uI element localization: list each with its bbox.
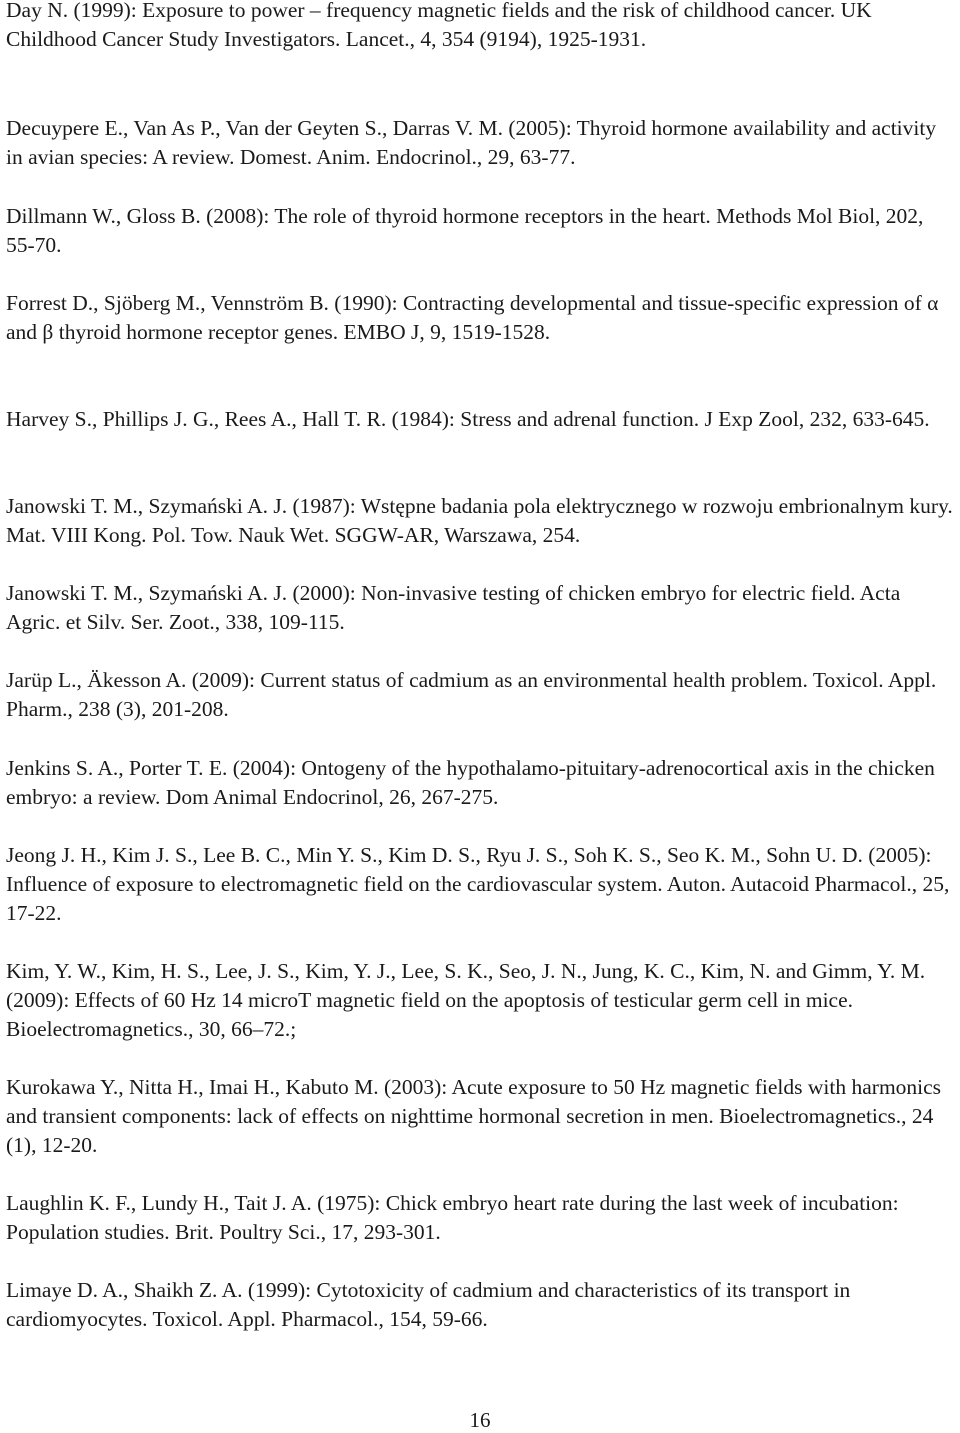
- reference-entry: Kurokawa Y., Nitta H., Imai H., Kabuto M. (2003): Acute exposure to 50 Hz magnetic fields with harmonics and transient components: lack of effects on nighttime hormonal secretion in men. Bioelectromagnetics., 24 (1), 12-20.: [6, 1075, 942, 1157]
- page-number: 16: [469, 1408, 491, 1432]
- reference-entry: Jeong J. H., Kim J. S., Lee B. C., Min Y. S., Kim D. S., Ryu J. S., Soh K. S., Seo K. M., Sohn U. D. (2005): Influence of exposure to electromagnetic field on the cardiovascular system. Auton. Autacoid Pharmacol., 25, 17-22.: [6, 843, 950, 925]
- reference-entry: Day N. (1999): Exposure to power – frequency magnetic fields and the risk of childhood cancer. UK Childhood Cancer Study Investigators. Lancet., 4, 354 (9194), 1925-1931.: [6, 0, 872, 51]
- reference-entry: Janowski T. M., Szymański A. J. (2000): Non-invasive testing of chicken embryo for electric field. Acta Agric. et Silv. Ser. Zoot., 338, 109-115.: [6, 581, 901, 634]
- reference-entry: Limaye D. A., Shaikh Z. A. (1999): Cytotoxicity of cadmium and characteristics of its transport in cardiomyocytes. Toxicol. Appl. Pharmacol., 154, 59-66.: [6, 1278, 851, 1331]
- reference-entry: Kim, Y. W., Kim, H. S., Lee, J. S., Kim, Y. J., Lee, S. K., Seo, J. N., Jung, K. C., Kim, N. and Gimm, Y. M. (2009): Effects of 60 Hz 14 microT magnetic field on the apoptosis of testicular germ cell in mice. Bioelectromagnetics., 30, 66–72.;: [6, 959, 926, 1041]
- reference-entry: Janowski T. M., Szymański A. J. (1987): Wstępne badania pola elektrycznego w rozwoju embrionalnym kury. Mat. VIII Kong. Pol. Tow. Nauk Wet. SGGW-AR, Warszawa, 254.: [6, 494, 953, 547]
- reference-entry: Dillmann W., Gloss B. (2008): The role of thyroid hormone receptors in the heart. Methods Mol Biol, 202, 55-70.: [6, 204, 924, 257]
- reference-entry: Harvey S., Phillips J. G., Rees A., Hall T. R. (1984): Stress and adrenal function. J Exp Zool, 232, 633-645.: [6, 407, 930, 431]
- reference-entry: Jenkins S. A., Porter T. E. (2004): Ontogeny of the hypothalamo-pituitary-adrenocortical axis in the chicken embryo: a review. Dom Animal Endocrinol, 26, 267-275.: [6, 756, 935, 809]
- reference-entry: Decuypere E., Van As P., Van der Geyten S., Darras V. M. (2005): Thyroid hormone availability and activity in avian species: A review. Domest. Anim. Endocrinol., 29, 63-77.: [6, 116, 937, 169]
- reference-entry: Forrest D., Sjöberg M., Vennström B. (1990): Contracting developmental and tissue-specific expression of α and β thyroid hormone receptor genes. EMBO J, 9, 1519-1528.: [6, 291, 939, 344]
- reference-entry: Laughlin K. F., Lundy H., Tait J. A. (1975): Chick embryo heart rate during the last week of incubation: Population studies. Brit. Poultry Sci., 17, 293-301.: [6, 1191, 899, 1244]
- reference-entry: Jarüp L., Äkesson A. (2009): Current status of cadmium as an environmental health problem. Toxicol. Appl. Pharm., 238 (3), 201-208.: [6, 668, 937, 721]
